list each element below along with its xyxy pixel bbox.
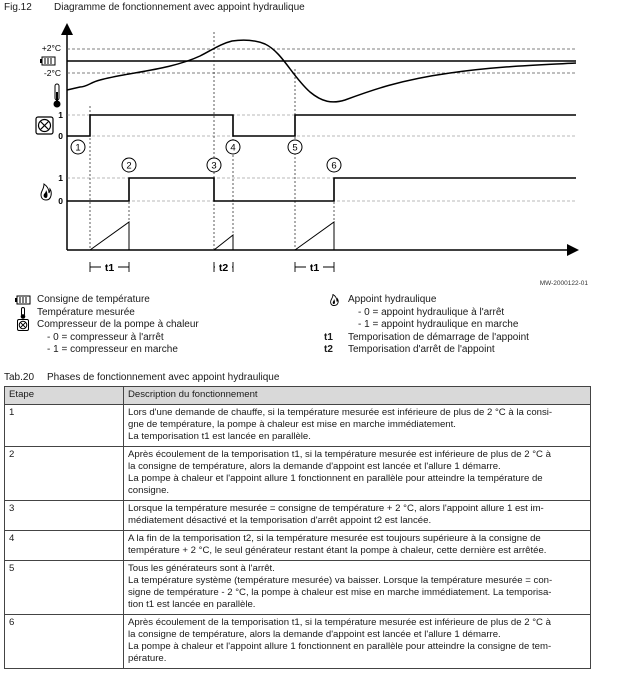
legend-item-compressor-on [13, 344, 303, 357]
backup-off-label: 0 [58, 196, 63, 206]
table-row [5, 447, 591, 501]
timer-dimensions [90, 262, 334, 272]
minus2-label: -2°C [43, 68, 61, 78]
legend-text: - 1 = compresseur en marche [47, 344, 178, 355]
description-cell [124, 561, 591, 615]
table-number: Tab.20 [4, 372, 35, 383]
backup-signal [67, 178, 576, 201]
table-header-row [5, 387, 591, 405]
legend-text: Température mesurée [37, 306, 135, 318]
timer-t1-ramp-2 [295, 222, 334, 250]
header-etape: Etape [5, 387, 124, 405]
t1-label-1: t1 [104, 262, 115, 274]
legend-item-t1 [324, 332, 604, 345]
description-line: température + 2 °C, le seul générateur restant étant la pompe à chaleur, cette dernière est arrêtée. [128, 545, 547, 556]
description-line: gne de température, la pompe à chaleur est mise en marche immédiatement. [128, 419, 456, 430]
description-line: Lorsque la température mesurée = consigne de température + 2 °C, alors l'appoint allure 1 est im- [128, 503, 544, 514]
table-title: Phases de fonctionnement avec appoint hydraulique [47, 372, 280, 383]
description-line: tion t1 est lancée en parallèle. [128, 599, 256, 610]
flame-icon [41, 184, 51, 200]
legend-item-setpoint [13, 294, 303, 307]
marker-4-label: 4 [230, 142, 236, 154]
etape-cell: 5 [5, 561, 124, 615]
description-line: la consigne de température, alors la demande d'appoint est lancée et l'allure 1 démarre. [128, 461, 501, 472]
plus2-label: +2°C [41, 43, 61, 53]
header-description: Description du fonctionnement [124, 387, 591, 405]
etape-cell: 3 [5, 501, 124, 531]
thermometer-icon [13, 307, 33, 319]
legend-item-backup-off [324, 307, 604, 320]
timer-t1-ramp-1 [90, 222, 129, 250]
figure-reference: MW-2000122-01 [539, 280, 588, 287]
legend-text: Temporisation de démarrage de l'appoint [348, 331, 529, 343]
description-line: Après écoulement de la temporisation t1, si la température mesurée est inférieure de plus de 2 °C à [128, 617, 551, 628]
marker-5 [288, 140, 302, 154]
marker-4 [226, 140, 240, 154]
legend-text: - 1 = appoint hydraulique en marche [358, 319, 519, 330]
description-line: La pompe à chaleur et l'appoint allure 1 fonctionnent en parallèle pour atteindre la température de [128, 473, 543, 484]
flame-icon [324, 294, 344, 306]
compressor-icon [13, 319, 33, 331]
legend-item-backup [324, 294, 604, 307]
compressor-icon [36, 117, 53, 134]
description-cell [124, 447, 591, 501]
t2-label: t2 [218, 262, 229, 274]
legend-item-compressor-off [13, 332, 303, 345]
compressor-off-label: 0 [58, 131, 63, 141]
etape-cell: 2 [5, 447, 124, 501]
description-cell [124, 405, 591, 447]
description-line: La température système (température mesurée) va baisser. Lorsque la température mesurée = con- [128, 575, 553, 586]
description-line: médiatement désactivé et la temporisation d'arrêt appoint t2 est lancée. [128, 515, 432, 526]
table-row [5, 405, 591, 447]
marker-2-label: 2 [126, 160, 132, 172]
phases-table [4, 386, 591, 669]
legend-left [13, 294, 303, 357]
description-line: pérature. [128, 653, 167, 664]
legend-item-backup-on [324, 319, 604, 332]
marker-6-label: 6 [331, 160, 337, 172]
description-line: A la fin de la temporisation t2, si la température mesurée est toujours supérieure à la consigne de [128, 533, 541, 544]
thermostat-icon [13, 294, 33, 306]
description-line: la consigne de température, alors la demande d'appoint est lancée et l'allure 1 démarre. [128, 629, 501, 640]
etape-cell: 4 [5, 531, 124, 561]
marker-6 [327, 158, 341, 172]
marker-1 [71, 140, 85, 154]
backup-on-label: 1 [58, 173, 63, 183]
description-cell [124, 501, 591, 531]
legend-item-t2 [324, 344, 604, 357]
description-line: consigne. [128, 485, 170, 496]
table-row [5, 561, 591, 615]
legend-text: Consigne de température [37, 294, 150, 305]
marker-3 [207, 158, 221, 172]
marker-3-label: 3 [211, 160, 217, 172]
thermometer-icon [54, 84, 61, 108]
t1-label-2: t1 [309, 262, 320, 274]
description-line: La pompe à chaleur et l'appoint allure 1 fonctionnent en parallèle pour atteindre la consigne de tem- [128, 641, 552, 652]
description-line: signe de température - 2 °C, la pompe à chaleur est mise en marche immédiatement. La temporisa- [128, 587, 552, 598]
description-line: Tous les générateurs sont à l'arrêt. [128, 563, 275, 574]
etape-cell: 1 [5, 405, 124, 447]
figure-title: Diagramme de fonctionnement avec appoint hydraulique [54, 2, 305, 13]
description-cell [124, 531, 591, 561]
legend-item-measured [13, 307, 303, 320]
timer-t2-ramp [214, 235, 233, 250]
table-row [5, 615, 591, 669]
marker-2 [122, 158, 136, 172]
description-line: Lors d'une demande de chauffe, si la température mesurée est inférieure de plus de 2 °C à la consi- [128, 407, 553, 418]
operating-diagram [0, 14, 632, 290]
legend-text: - 0 = appoint hydraulique à l'arrêt [358, 306, 505, 318]
figure-caption [4, 2, 305, 13]
table-row [5, 531, 591, 561]
legend-right [324, 294, 604, 357]
figure-number: Fig.12 [4, 2, 32, 13]
description-cell [124, 615, 591, 669]
table-caption [4, 372, 279, 383]
legend-text: Temporisation d'arrêt de l'appoint [348, 344, 495, 355]
table-row [5, 501, 591, 531]
legend-text: Appoint hydraulique [348, 294, 437, 305]
compressor-signal [67, 115, 576, 136]
compressor-on-label: 1 [58, 110, 63, 120]
legend-key: t1 [324, 331, 333, 343]
marker-1-label: 1 [75, 142, 81, 154]
description-line: La temporisation t1 est lancée en parallèle. [128, 431, 311, 442]
legend-text: Compresseur de la pompe à chaleur [37, 319, 199, 330]
thermostat-icon [40, 57, 55, 65]
marker-5-label: 5 [292, 142, 298, 154]
legend-text: - 0 = compresseur à l'arrêt [47, 331, 164, 343]
legend-item-compressor [13, 319, 303, 332]
etape-cell: 6 [5, 615, 124, 669]
description-line: Après écoulement de la temporisation t1, si la température mesurée est inférieure de plus de 2 °C à [128, 449, 551, 460]
legend-key: t2 [324, 344, 333, 355]
